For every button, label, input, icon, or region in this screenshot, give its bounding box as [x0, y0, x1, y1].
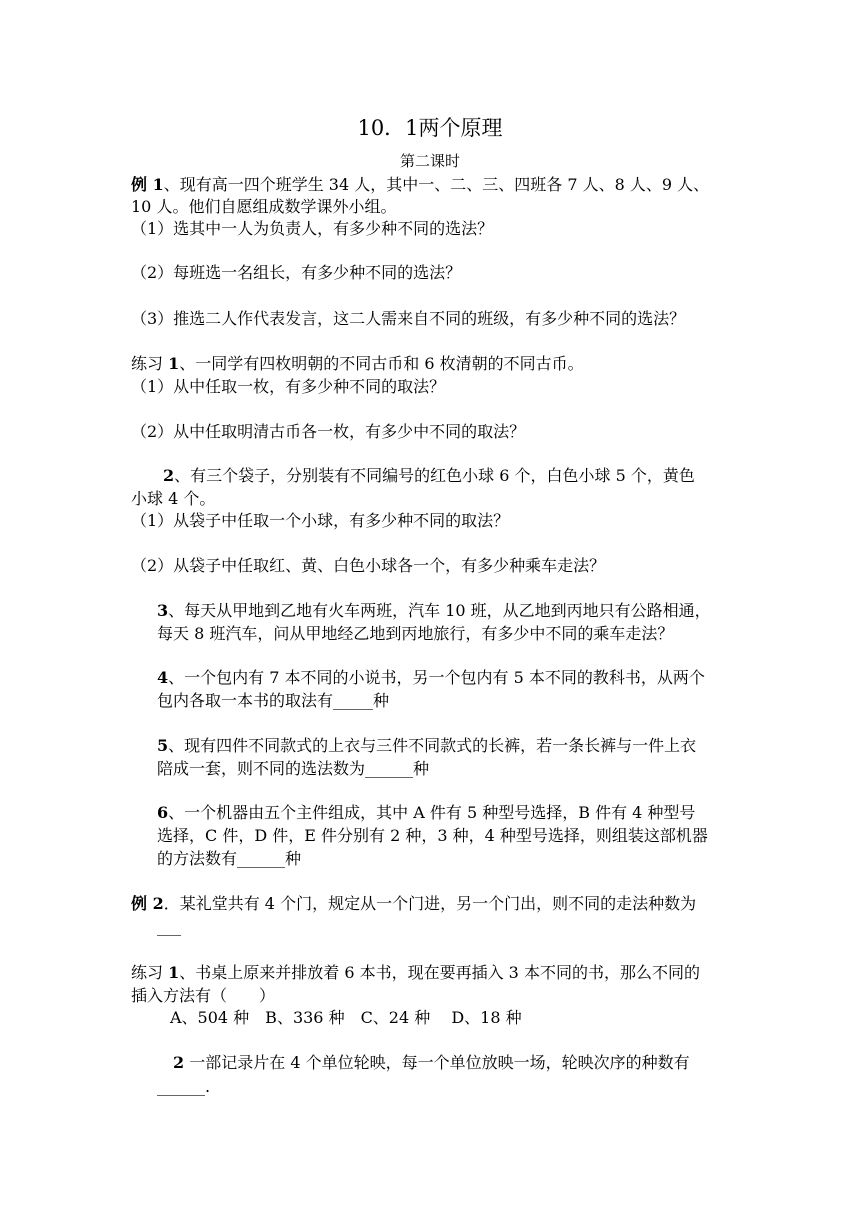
practice2-text: 、书桌上原来并排放着 6 本书，现在要再插入 3 本不同的书，那么不同的	[179, 963, 700, 982]
problem4-text: 、一个包内有 7 本不同的小说书，另一个包内有 5 本不同的教科书，从两个	[168, 668, 705, 687]
practice2-line1	[131, 962, 700, 984]
problem4-line1	[157, 667, 705, 689]
problem6-line3: 的方法数有______种	[157, 849, 302, 868]
problem3-line1	[157, 600, 711, 622]
practice2-number: 1	[168, 963, 180, 982]
practice3-line1	[173, 1052, 690, 1074]
example1-label: 例 1	[131, 175, 164, 194]
example2-blank: ___	[157, 917, 181, 936]
example2-label: 例 2	[131, 894, 164, 913]
example1-text: 、现有高一四个班学生 34 人，其中一、二、三、四班各 7 人、8 人、9 人、	[163, 175, 710, 194]
practice2-line2: 插入方法有（ ）	[131, 986, 276, 1005]
problem6-line2: 选择，C 件，D 件，E 件分别有 2 种，3 种，4 种型号选择，则组装这部机器	[157, 826, 708, 845]
problem3-text: 、每天从甲地到乙地有火车两班，汽车 10 班，从乙地到丙地只有公路相通，	[168, 601, 711, 620]
practice2-options: A、504 种 B、336 种 C、24 种 D、18 种	[170, 1008, 522, 1027]
problem4-line2: 包内各取一本书的取法有_____种	[157, 691, 390, 710]
problem6-text: 、一个机器由五个主件组成，其中 A 件有 5 种型号选择，B 件有 4 种型号	[168, 803, 696, 822]
problem3-line2: 每天 8 班汽车，问从甲地经乙地到丙地旅行，有多少中不同的乘车走法？	[157, 624, 674, 643]
practice1-text: 、一同学有四枚明朝的不同古币和 6 枚清朝的不同古币。	[179, 354, 584, 373]
practice1-line1	[131, 353, 584, 375]
problem6-number: 6	[157, 803, 169, 822]
problem2-line2: 小球 4 个。	[131, 489, 216, 508]
practice1-label: 练习	[131, 354, 169, 373]
problem2-q2: （2）从袋子中任取红、黄、白色小球各一个，有多少种乘车走法？	[131, 556, 606, 575]
problem2-q1: （1）从袋子中任取一个小球，有多少种不同的取法？	[131, 511, 510, 530]
problem4-number: 4	[157, 668, 169, 687]
practice1-q2: （2）从中任取明清古币各一枚，有多少中不同的取法？	[131, 422, 526, 441]
practice1-number: 1	[168, 354, 180, 373]
example1-q3: （3）推选二人作代表发言，这二人需来自不同的班级，有多少种不同的选法？	[131, 309, 686, 328]
practice3-number: 2	[173, 1053, 185, 1072]
example1-q1: （1）选其中一人为负责人，有多少种不同的选法？	[131, 219, 494, 238]
problem5-number: 5	[157, 736, 169, 755]
practice1-q1: （1）从中任取一枚，有多少种不同的取法？	[131, 377, 446, 396]
problem2-text: 、有三个袋子，分别装有不同编号的红色小球 6 个，白色小球 5 个，黄色	[174, 466, 695, 485]
problem5-line1	[157, 735, 696, 757]
problem6-line1	[157, 802, 695, 824]
example2-text: ．某礼堂共有 4 个门，规定从一个门进，另一个门出，则不同的走法种数为	[163, 894, 697, 913]
practice3-blank: ______.	[157, 1077, 211, 1096]
practice3-text: 一部记录片在 4 个单位轮映，每一个单位放映一场，轮映次序的种数有	[184, 1053, 690, 1072]
problem3-number: 3	[157, 601, 169, 620]
page-subtitle: 第二课时	[399, 152, 460, 170]
page-title: 10．1两个原理	[357, 116, 503, 140]
example1-line1	[131, 174, 709, 196]
problem5-text: 、现有四件不同款式的上衣与三件不同款式的长裤，若一条长裤与一件上衣	[168, 736, 697, 755]
example1-line2: 10 人。他们自愿组成数学课外小组。	[131, 197, 397, 216]
problem5-line2: 陪成一套，则不同的选法数为______种	[157, 759, 430, 778]
practice2-label: 练习	[131, 963, 169, 982]
problem2-line1	[163, 465, 695, 487]
example1-q2: （2）每班选一名组长，有多少种不同的选法？	[131, 263, 462, 282]
example2-line1	[131, 893, 696, 915]
problem2-number: 2	[163, 466, 175, 485]
